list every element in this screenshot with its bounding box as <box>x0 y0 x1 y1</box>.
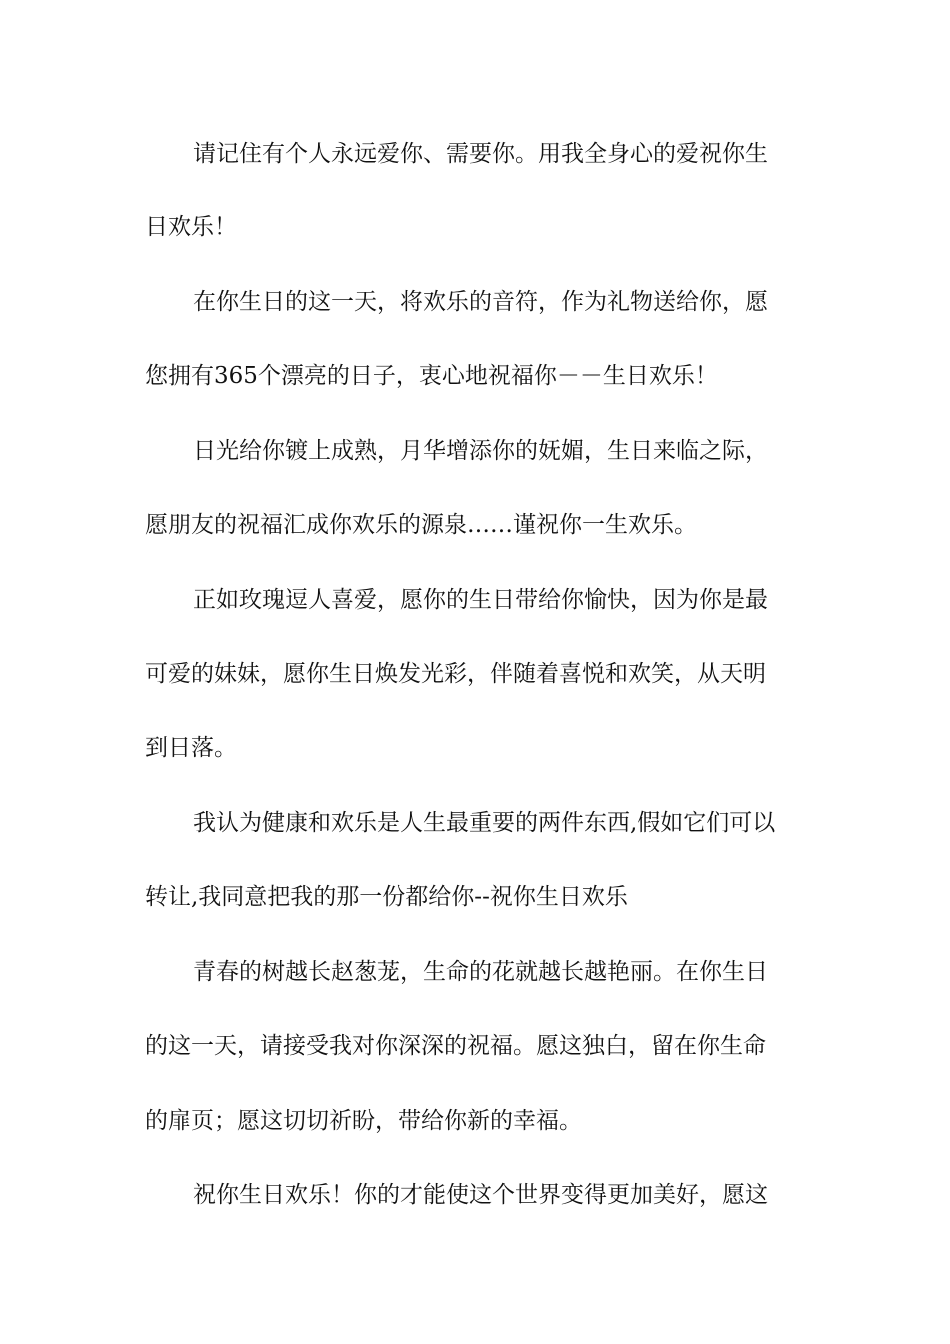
text-line: 在你生日的这一天，将欢乐的音符，作为礼物送给你，愿 <box>193 289 768 315</box>
text-line: 我认为健康和欢乐是人生最重要的两件东西,假如它们可以 <box>193 810 776 836</box>
text-line: 可爱的妹妹，愿你生日焕发光彩，伴随着喜悦和欢笑，从天明 <box>145 661 766 687</box>
text-line: 请记住有个人永远爱你、需要你。用我全身心的爱祝你生 <box>193 141 768 167</box>
text-line: 的扉页；愿这切切祈盼，带给你新的幸福。 <box>145 1108 582 1134</box>
text-line: 到日落。 <box>145 735 237 761</box>
text-line: 祝你生日欢乐！你的才能使这个世界变得更加美好，愿这 <box>193 1182 768 1208</box>
text-line: 的这一天，请接受我对你深深的祝福。愿这独白，留在你生命 <box>145 1033 766 1059</box>
text-line: 日欢乐！ <box>145 214 237 240</box>
text-line: 正如玫瑰逗人喜爱，愿你的生日带给你愉快，因为你是最 <box>193 587 768 613</box>
text-line: 您拥有365个漂亮的日子，衷心地祝福你－－生日欢乐！ <box>145 363 718 389</box>
text-line: 青春的树越长赵葱茏，生命的花就越长越艳丽。在你生日 <box>193 959 768 985</box>
text-line: 日光给你镀上成熟，月华增添你的妩媚，生日来临之际， <box>193 438 768 464</box>
text-line: 愿朋友的祝福汇成你欢乐的源泉……谨祝你一生欢乐。 <box>145 512 697 538</box>
text-line: 转让,我同意把我的那一份都给你--祝你生日欢乐 <box>145 884 628 910</box>
